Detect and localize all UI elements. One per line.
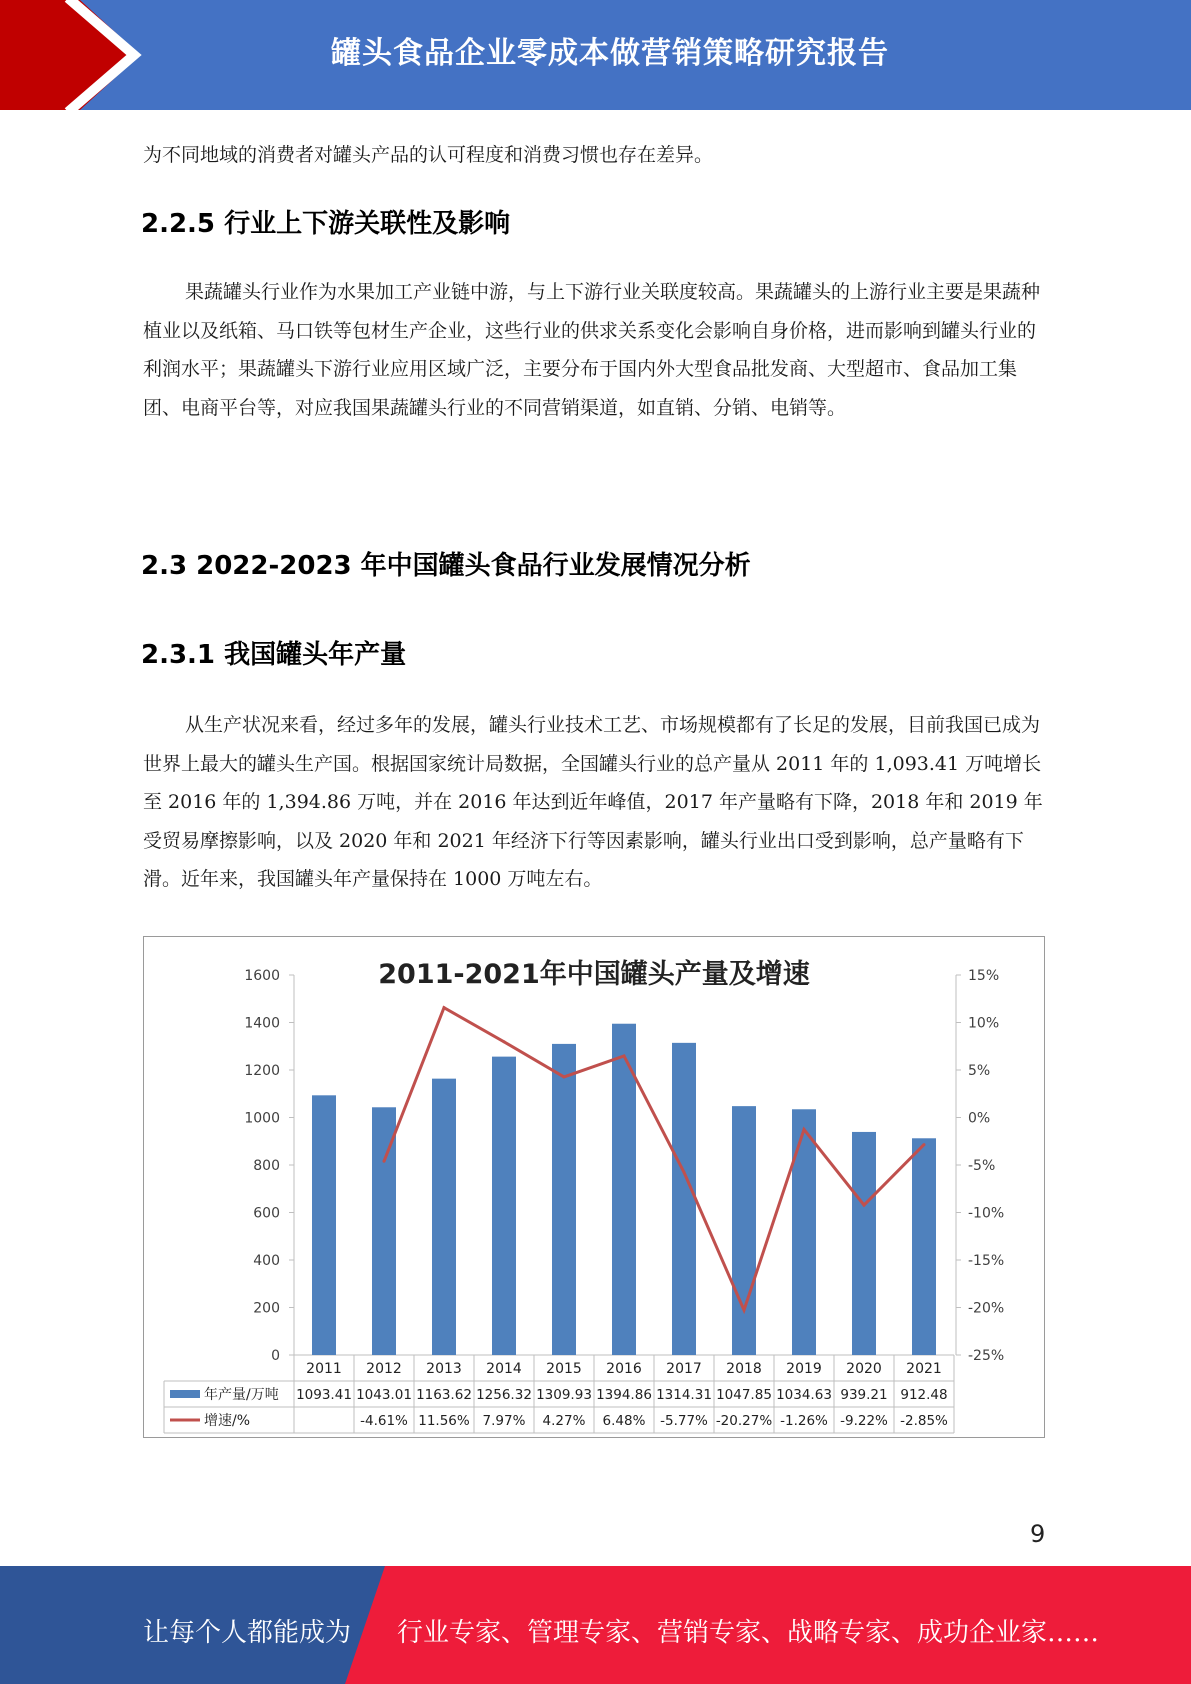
section-heading-2-2-5: 2.2.5 行业上下游关联性及影响 bbox=[141, 209, 511, 239]
table-cell-growth: 7.97% bbox=[482, 1413, 526, 1429]
growth-rate-point bbox=[563, 1075, 566, 1078]
table-cell-production: 939.21 bbox=[840, 1387, 888, 1403]
table-cell-growth: 4.27% bbox=[542, 1413, 586, 1429]
growth-rate-point bbox=[623, 1054, 626, 1057]
table-cell-production: 1093.41 bbox=[296, 1387, 352, 1403]
chart-bar bbox=[432, 1079, 456, 1355]
table-cell-production: 1163.62 bbox=[416, 1387, 472, 1403]
x-axis-category-label: 2012 bbox=[366, 1361, 402, 1377]
right-axis-tick-label: -10% bbox=[968, 1205, 1005, 1222]
right-axis-tick-label: -15% bbox=[968, 1253, 1005, 1269]
right-axis-tick-label: 5% bbox=[968, 1063, 991, 1079]
table-cell-production: 1043.01 bbox=[356, 1387, 412, 1403]
table-cell-growth: -9.22% bbox=[840, 1413, 888, 1429]
chart-bar bbox=[852, 1132, 876, 1355]
table-cell-production: 1394.86 bbox=[596, 1387, 652, 1403]
growth-rate-point bbox=[443, 1006, 446, 1009]
table-cell-growth: 6.48% bbox=[602, 1413, 646, 1429]
growth-rate-point bbox=[863, 1204, 866, 1207]
growth-rate-point bbox=[683, 1171, 686, 1174]
x-axis-category-label: 2014 bbox=[486, 1361, 522, 1377]
right-axis-tick-label: -20% bbox=[968, 1300, 1005, 1317]
right-axis-tick-label: 10% bbox=[968, 1015, 1000, 1032]
right-axis-tick-label: 15% bbox=[968, 968, 1000, 984]
chart-bar bbox=[912, 1138, 936, 1355]
page-number: 9 bbox=[1030, 1520, 1046, 1548]
chart-bar bbox=[792, 1109, 816, 1355]
legend-key-bar bbox=[170, 1390, 200, 1398]
table-cell-growth: -20.27% bbox=[715, 1413, 773, 1429]
x-axis-category-label: 2018 bbox=[726, 1361, 762, 1377]
paragraph-2-3-1: 从生产状况来看，经过多年的发展，罐头行业技术工艺、市场规模都有了长足的发展，目前我国已成为世界上最大的罐头生产国。根据国家统计局数据，全国罐头行业的总产量从 2011 年的 1,093.41 万吨增长至 2016 年的 1,394.86 万吨，并在 2016 年达到近年峰值，2017 年产量略有下降，2018 年和 2019 年受贸易摩擦影响，以及 2020 年和 2021 年经济下行等因素影响，罐头行业出口受到影响，总产量略有下滑。近年来，我国罐头年产量保持在 1000 万吨左右。 bbox=[143, 714, 1043, 890]
x-axis-category-label: 2011 bbox=[306, 1361, 342, 1377]
intro-paragraph: 为不同地域的消费者对罐头产品的认可程度和消费习惯也存在差异。 bbox=[143, 144, 714, 166]
table-cell-growth: -2.85% bbox=[900, 1413, 948, 1429]
left-axis-tick-label: 400 bbox=[253, 1253, 280, 1269]
footer-slogan-left: 让每个人都能成为 bbox=[143, 1618, 352, 1648]
right-axis-tick-label: 0% bbox=[968, 1110, 991, 1127]
chart-svg bbox=[144, 937, 1044, 1437]
table-cell-production: 1256.32 bbox=[476, 1387, 532, 1403]
left-axis-tick-label: 600 bbox=[253, 1205, 280, 1222]
legend-label-production: 年产量/万吨 bbox=[204, 1387, 279, 1403]
left-axis-tick-label: 1600 bbox=[244, 968, 280, 984]
chart-bar bbox=[312, 1095, 336, 1355]
table-cell-production: 1309.93 bbox=[536, 1387, 592, 1403]
left-axis-tick-label: 1200 bbox=[244, 1063, 280, 1079]
left-axis-tick-label: 0 bbox=[271, 1348, 280, 1364]
chart-bar bbox=[372, 1107, 396, 1355]
growth-rate-point bbox=[743, 1309, 746, 1312]
section-heading-2-3-1: 2.3.1 我国罐头年产量 bbox=[141, 640, 407, 670]
x-axis-category-label: 2017 bbox=[666, 1361, 702, 1377]
table-cell-production: 1034.63 bbox=[776, 1387, 832, 1403]
table-cell-production: 1047.85 bbox=[716, 1387, 772, 1403]
growth-rate-point bbox=[923, 1143, 926, 1146]
table-cell-growth: -4.61% bbox=[360, 1413, 408, 1429]
chart-title: 2011-2021年中国罐头产量及增速 bbox=[378, 959, 810, 990]
table-cell-production: 1314.31 bbox=[656, 1387, 712, 1403]
left-axis-tick-label: 800 bbox=[253, 1158, 280, 1174]
x-axis-category-label: 2019 bbox=[786, 1361, 822, 1377]
paragraph-2-2-5: 果蔬罐头行业作为水果加工产业链中游，与上下游行业关联度较高。果蔬罐头的上游行业主要是果蔬种植业以及纸箱、马口铁等包材生产企业，这些行业的供求关系变化会影响自身价格，进而影响到罐头行业的利润水平；果蔬罐头下游行业应用区域广泛，主要分布于国内外大型食品批发商、大型超市、食品加工集团、电商平台等，对应我国果蔬罐头行业的不同营销渠道，如直销、分销、电销等。 bbox=[143, 281, 1041, 419]
table-cell-growth: -5.77% bbox=[660, 1413, 708, 1429]
table-cell-production: 912.48 bbox=[900, 1387, 948, 1403]
page-header bbox=[0, 0, 1191, 110]
legend-label-growth: 增速/% bbox=[204, 1413, 251, 1429]
footer-slogan-right: 行业专家、管理专家、营销专家、战略专家、成功企业家…… bbox=[397, 1618, 1100, 1648]
chart-bar bbox=[492, 1057, 516, 1355]
x-axis-category-label: 2013 bbox=[426, 1361, 462, 1377]
growth-rate-point bbox=[803, 1128, 806, 1131]
section-heading-2-3: 2.3 2022-2023 年中国罐头食品行业发展情况分析 bbox=[141, 551, 751, 581]
growth-rate-line bbox=[384, 1008, 924, 1310]
growth-rate-point bbox=[383, 1160, 386, 1163]
left-axis-tick-label: 1000 bbox=[244, 1110, 280, 1127]
left-axis-tick-label: 1400 bbox=[244, 1015, 280, 1032]
left-axis-tick-label: 200 bbox=[253, 1300, 280, 1317]
x-axis-category-label: 2016 bbox=[606, 1361, 642, 1377]
right-axis-tick-label: -25% bbox=[968, 1348, 1005, 1364]
table-cell-growth: -1.26% bbox=[780, 1413, 828, 1429]
chart-bar bbox=[672, 1043, 696, 1355]
growth-rate-point bbox=[503, 1040, 506, 1043]
header-title: 罐头食品企业零成本做营销策略研究报告 bbox=[331, 36, 889, 71]
chart-bar bbox=[552, 1044, 576, 1355]
chart-bar bbox=[732, 1106, 756, 1355]
x-axis-category-label: 2021 bbox=[906, 1361, 942, 1377]
x-axis-category-label: 2020 bbox=[846, 1361, 882, 1377]
right-axis-tick-label: -5% bbox=[968, 1158, 996, 1174]
x-axis-category-label: 2015 bbox=[546, 1361, 582, 1377]
page-footer bbox=[0, 1566, 1191, 1684]
production-chart bbox=[143, 936, 1045, 1438]
table-cell-growth: 11.56% bbox=[418, 1413, 470, 1429]
